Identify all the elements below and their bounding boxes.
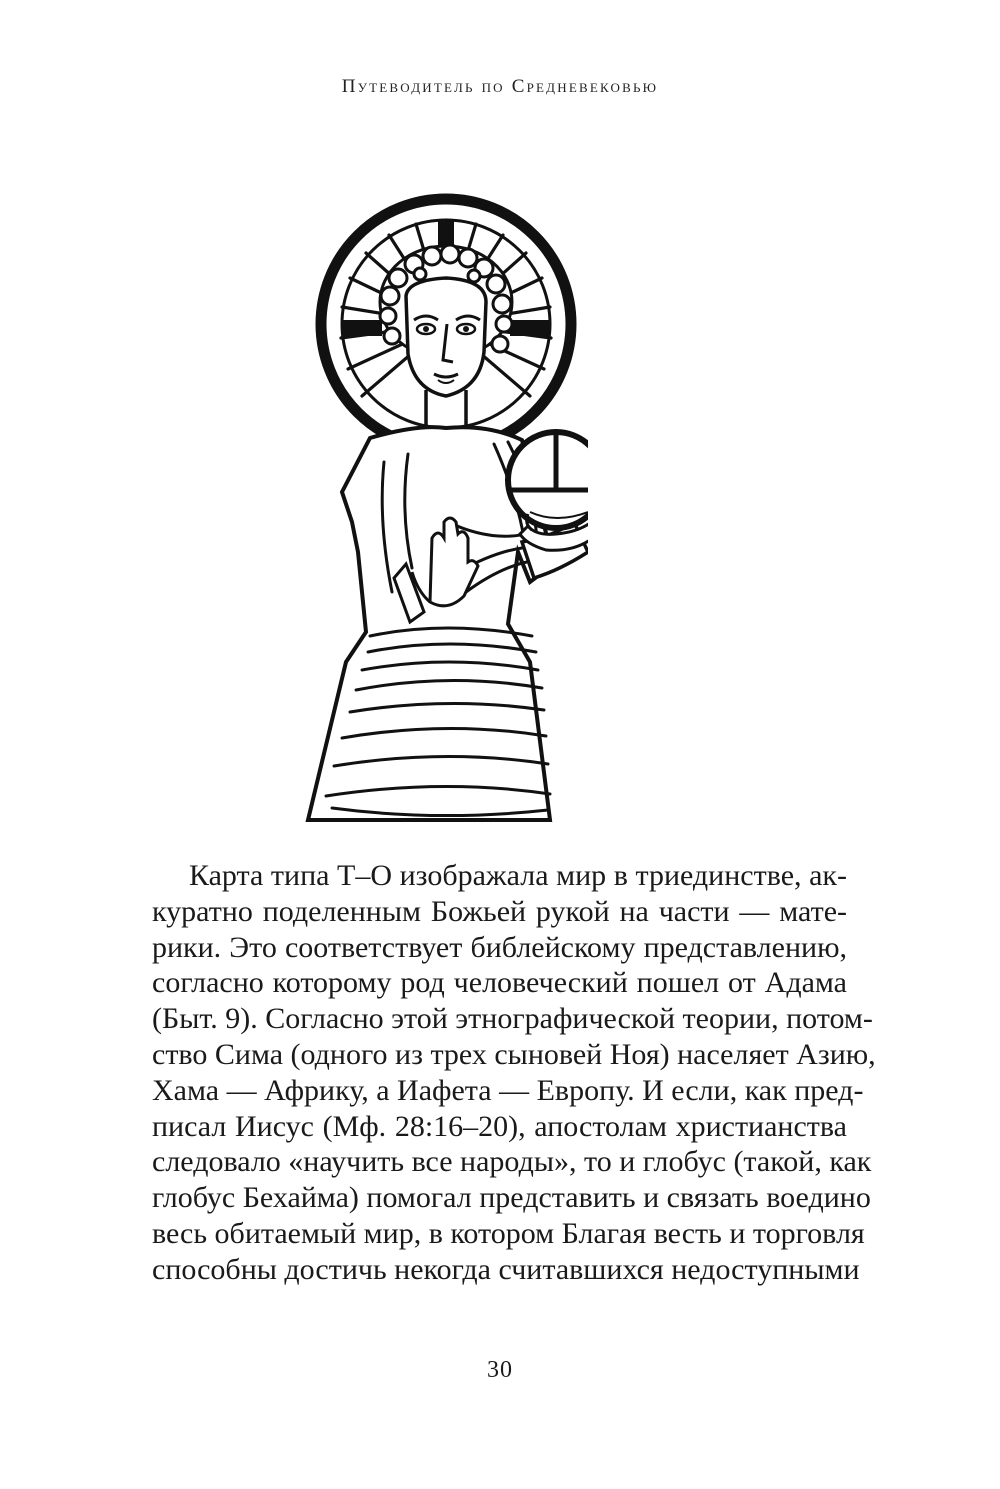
body-line: куратно поделенным Божьей рукой на части — мате- xyxy=(152,894,847,928)
body-paragraph xyxy=(152,858,876,1288)
running-head: Путеводитель по Средневековью xyxy=(341,76,659,97)
body-line: согласно которому род человеческий пошел от Адама xyxy=(152,966,847,1000)
body-line: писал Иисус (Мф. 28:16–20), апостолам христианства xyxy=(152,1109,847,1143)
body-line: весь обитаемый мир, в котором Благая весть и торговля xyxy=(152,1216,865,1250)
body-line: (Быт. 9). Согласно этой этнографической теории, потом- xyxy=(152,1002,873,1036)
page-number: 30 xyxy=(487,1357,513,1383)
christ-with-globe-woodcut-illustration xyxy=(298,192,588,824)
body-line: следовало «научить все народы», то и глобус (такой, как xyxy=(152,1145,872,1179)
face-icon xyxy=(406,278,486,396)
body-line: рики. Это соответствует библейскому представлению, xyxy=(152,930,847,964)
body-line: глобус Бехайма) помогал представить и связать воедино xyxy=(152,1181,871,1215)
globe-orb-icon xyxy=(508,432,588,528)
body-line: ство Сима (одного из трех сыновей Ноя) населяет Азию, xyxy=(152,1037,876,1071)
body-line: Хама — Африку, а Иафета — Европу. И если, как пред- xyxy=(152,1073,864,1107)
body-line: Карта типа Т–О изображала мир в триединстве, ак- xyxy=(189,859,847,892)
body-line: способны достичь некогда считавшихся недоступными xyxy=(152,1252,860,1286)
